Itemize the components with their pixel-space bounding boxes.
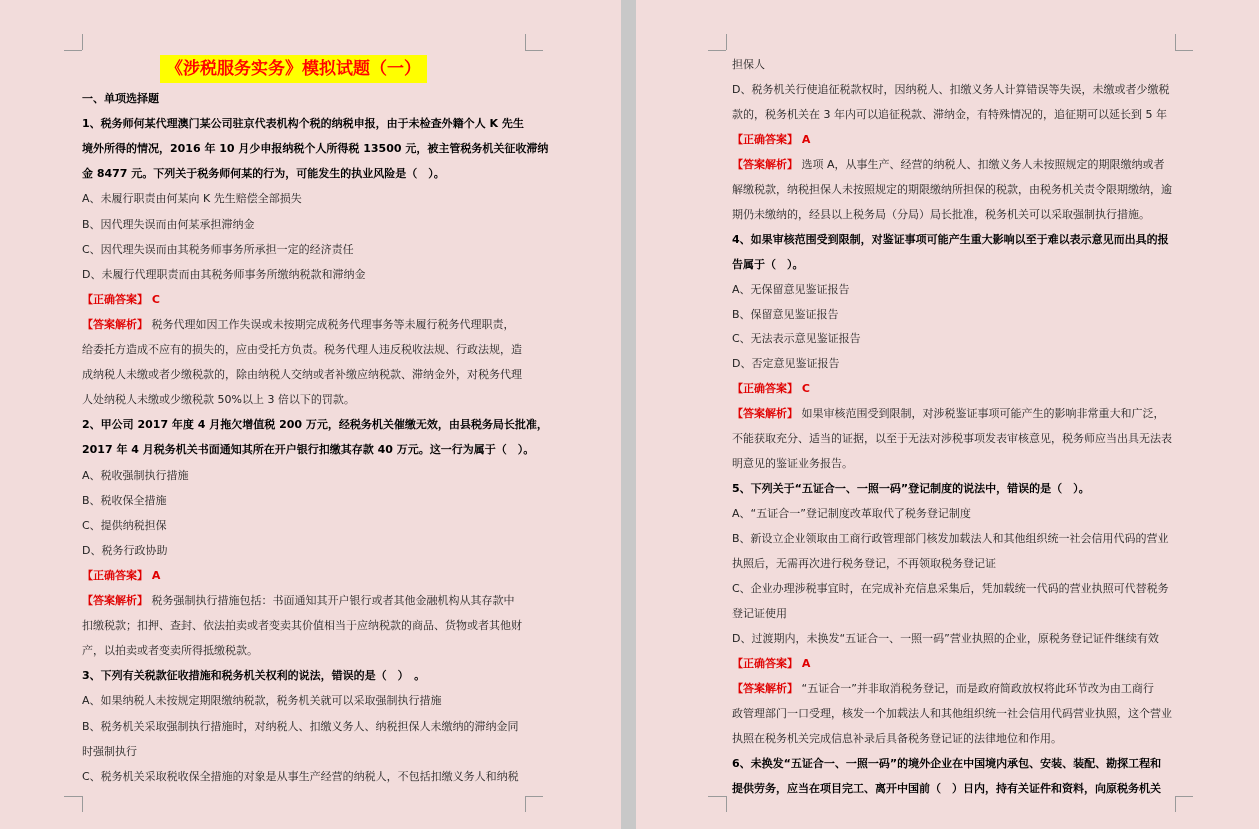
line-text: 2、甲公司 2017 年度 4 月拖欠增值税 200 万元，经税务机关催缴无效，由县税务局长批准， bbox=[82, 418, 548, 432]
text-line bbox=[82, 720, 519, 734]
text-line bbox=[732, 357, 839, 371]
line-text: 人处纳税人未缴或少缴税款 50%以上 3 倍以下的罚款。 bbox=[82, 393, 355, 407]
line-text: B、保留意见鉴证报告 bbox=[732, 307, 839, 321]
text-line bbox=[732, 233, 1169, 247]
answer-label: 【答案解析】 bbox=[82, 594, 148, 607]
text-line bbox=[82, 393, 355, 407]
document-page-left bbox=[0, 0, 621, 829]
text-line bbox=[82, 494, 167, 508]
answer-label: 【答案解析】 bbox=[82, 317, 148, 331]
text-line bbox=[82, 519, 167, 533]
line-text: 告属于（ ）。 bbox=[732, 257, 804, 271]
text-line bbox=[732, 682, 1154, 696]
line-text: 提供劳务，应当在项目完工、离开中国前（ ）日内，持有关证件和资料，向原税务机关 bbox=[732, 781, 1161, 795]
line-text: 金 8477 元。下列关于税务师何某的行为，可能发生的执业风险是（ ）。 bbox=[82, 167, 445, 181]
line-text: 时强制执行 bbox=[82, 744, 137, 758]
text-line bbox=[82, 544, 167, 558]
text-line bbox=[82, 669, 425, 683]
line-text: 一、单项选择题 bbox=[82, 92, 159, 105]
text-line bbox=[82, 745, 137, 759]
line-text: 政管理部门一口受理，核发一个加载法人和其他组织统一社会信用代码营业执照，这个营业 bbox=[732, 706, 1172, 720]
text-line bbox=[732, 283, 850, 297]
line-text: 明意见的鉴证业务报告。 bbox=[732, 457, 853, 471]
line-text: 登记证使用 bbox=[732, 606, 787, 620]
line-text: C、提供纳税担保 bbox=[82, 518, 167, 532]
text-line bbox=[732, 607, 787, 621]
text-line bbox=[732, 582, 1169, 596]
line-text: 境外所得的情况，2016 年 10 月少申报纳税个人所得税 13500 元，被主管税务机关征收滞纳 bbox=[82, 142, 549, 156]
line-text: A、如果纳税人未按规定期限缴纳税款，税务机关就可以采取强制执行措施 bbox=[82, 694, 442, 708]
text-line bbox=[82, 343, 522, 357]
text-line bbox=[82, 569, 160, 583]
text-line bbox=[82, 694, 442, 708]
answer-label: 【答案解析】 bbox=[732, 407, 798, 421]
line-text: 扣缴税款；扣押、查封、依法拍卖或者变卖其价值相当于应纳税款的商品、货物或者其他财 bbox=[82, 619, 522, 633]
line-text: 期仍未缴纳的，经县以上税务局（分局）局长批准，税务机关可以采取强制执行措施。 bbox=[732, 207, 1150, 221]
text-line bbox=[82, 594, 515, 608]
line-text: 执照在税务机关完成信息补录后具备税务登记证的法律地位和作用。 bbox=[732, 731, 1062, 745]
answer-label: 【正确答案】 bbox=[732, 656, 798, 670]
line-text: A、税收强制执行措施 bbox=[82, 468, 189, 482]
line-text: “五证合一”并非取消税务登记，而是政府简政放权将此环节改为由工商行 bbox=[798, 681, 1154, 695]
text-line bbox=[82, 117, 524, 131]
text-line bbox=[732, 308, 839, 322]
line-text: A bbox=[148, 568, 161, 582]
text-line bbox=[732, 757, 1161, 771]
text-line bbox=[732, 432, 1172, 446]
left-page-content bbox=[0, 0, 621, 829]
line-text: C、企业办理涉税事宜时，在完成补充信息采集后，凭加载统一代码的营业执照可代替税务 bbox=[732, 581, 1169, 595]
text-line bbox=[732, 83, 1169, 97]
line-text: A bbox=[798, 656, 811, 670]
line-text: A、无保留意见鉴证报告 bbox=[732, 282, 850, 296]
line-text: C、无法表示意见鉴证报告 bbox=[732, 332, 861, 346]
text-line bbox=[732, 208, 1150, 222]
text-line bbox=[732, 407, 1165, 421]
text-line bbox=[82, 268, 365, 282]
line-text: B、税务机关采取强制执行措施时，对纳税人、扣缴义务人、纳税担保人未缴纳的滞纳金同 bbox=[82, 719, 519, 733]
line-text: D、否定意见鉴证报告 bbox=[732, 357, 840, 371]
line-text: B、因代理失误而由何某承担滞纳金 bbox=[82, 217, 255, 231]
text-line bbox=[732, 382, 810, 396]
line-text: 5、下列关于“五证合一、一照一码”登记制度的说法中，错误的是（ ）。 bbox=[732, 482, 1090, 496]
text-line bbox=[82, 192, 302, 206]
text-line bbox=[732, 482, 1090, 496]
text-line bbox=[732, 133, 810, 147]
text-line bbox=[732, 732, 1062, 746]
text-line bbox=[732, 657, 810, 671]
text-line bbox=[82, 418, 548, 432]
line-text: 款的，税务机关在 3 年内可以追征税款、滞纳金，有特殊情况的，追征期可以延长到 5 年 bbox=[732, 107, 1167, 121]
line-text: 给委托方造成不应有的损失的，应由受托方负责。税务代理人违反税收法规、行政法规，造 bbox=[82, 343, 522, 356]
line-text: C bbox=[148, 292, 160, 306]
line-text: C、税务机关采取税收保全措施的对象是从事生产经营的纳税人，不包括扣缴义务人和纳税 bbox=[82, 769, 519, 783]
answer-label: 【正确答案】 bbox=[732, 132, 798, 146]
text-line bbox=[82, 619, 522, 633]
text-line bbox=[732, 632, 1159, 646]
text-line bbox=[82, 243, 354, 257]
text-line bbox=[732, 707, 1172, 721]
line-text: 执照后，无需再次进行税务登记，不再领取税务登记证 bbox=[732, 557, 996, 570]
line-text: 2017 年 4 月税务机关书面通知其所在开户银行扣缴其存款 40 万元。这一行为属于（ ）。 bbox=[82, 443, 535, 457]
text-line bbox=[732, 158, 1165, 172]
line-text: 税务代理如因工作失误或未按期完成税务代理事务等未履行税务代理职责， bbox=[148, 317, 515, 331]
right-page-content bbox=[636, 0, 1259, 829]
text-line bbox=[732, 58, 765, 72]
line-text: B、新设立企业领取由工商行政管理部门核发加载法人和其他组织统一社会信用代码的营业 bbox=[732, 532, 1169, 546]
line-text: 如果审核范围受到限制，对涉税鉴证事项可能产生的影响非常重大和广泛， bbox=[798, 407, 1165, 421]
document-title: 《涉税服务实务》模拟试题（一） bbox=[160, 55, 427, 83]
text-line bbox=[732, 183, 1172, 197]
text-line bbox=[82, 443, 534, 457]
line-text: C bbox=[798, 382, 810, 396]
text-line bbox=[732, 108, 1167, 122]
text-line bbox=[82, 644, 258, 658]
line-text: 3、下列有关税款征收措施和税务机关权利的说法，错误的是（ ） 。 bbox=[82, 669, 426, 683]
text-line bbox=[732, 457, 853, 471]
text-line bbox=[82, 368, 522, 382]
text-line bbox=[732, 332, 861, 346]
answer-label: 【正确答案】 bbox=[82, 568, 148, 582]
line-text: 1、税务师何某代理澳门某公司驻京代表机构个税的纳税申报，由于未检查外籍个人 K 先生 bbox=[82, 117, 524, 131]
text-line bbox=[732, 258, 804, 272]
line-text: 4、如果审核范围受到限制，对鉴证事项可能产生重大影响以至于难以表示意见而出具的报 bbox=[732, 232, 1169, 246]
line-text: A bbox=[798, 132, 811, 146]
line-text: 不能获取充分、适当的证据，以至于无法对涉税事项发表审核意见，税务师应当出具无法表 bbox=[732, 432, 1172, 446]
line-text: 担保人 bbox=[732, 58, 765, 71]
line-text: 解缴税款，纳税担保人未按照规定的期限缴纳所担保的税款，由税务机关责令限期缴纳，逾 bbox=[732, 182, 1172, 196]
text-line bbox=[732, 782, 1161, 796]
line-text: D、税务机关行使追征税款权时，因纳税人、扣缴义务人计算错误等失误，未缴或者少缴税 bbox=[732, 82, 1170, 96]
text-line bbox=[82, 142, 548, 156]
line-text: 产，以拍卖或者变卖所得抵缴税款。 bbox=[82, 644, 258, 658]
answer-label: 【正确答案】 bbox=[732, 382, 798, 396]
line-text: A、未履行职责由何某向 K 先生赔偿全部损失 bbox=[82, 192, 302, 206]
line-text: 税务强制执行措施包括：书面通知其开户银行或者其他金融机构从其存款中 bbox=[148, 594, 515, 607]
line-text: D、过渡期内，未换发“五证合一、一照一码”营业执照的企业，原税务登记证件继续有效 bbox=[732, 631, 1159, 645]
text-line bbox=[732, 532, 1169, 546]
text-line bbox=[82, 293, 160, 307]
text-line bbox=[82, 92, 159, 106]
line-text: D、未履行代理职责而由其税务师事务所缴纳税款和滞纳金 bbox=[82, 267, 366, 281]
answer-label: 【答案解析】 bbox=[732, 157, 798, 171]
text-line bbox=[732, 507, 971, 521]
line-text: B、税收保全措施 bbox=[82, 493, 167, 507]
line-text: 6、未换发“五证合一、一照一码”的境外企业在中国境内承包、安装、装配、勘探工程和 bbox=[732, 756, 1162, 770]
answer-label: 【正确答案】 bbox=[82, 292, 148, 306]
text-line bbox=[82, 318, 515, 332]
page-gutter bbox=[621, 0, 636, 829]
text-line bbox=[82, 218, 255, 232]
line-text: C、因代理失误而由其税务师事务所承担一定的经济责任 bbox=[82, 242, 354, 256]
line-text: D、税务行政协助 bbox=[82, 543, 168, 557]
document-page-right bbox=[636, 0, 1259, 829]
text-line bbox=[82, 469, 189, 483]
text-line bbox=[82, 167, 445, 181]
text-line bbox=[732, 557, 996, 571]
text-line bbox=[82, 770, 519, 784]
answer-label: 【答案解析】 bbox=[732, 681, 798, 695]
line-text: 成纳税人未缴或者少缴税款的，除由纳税人交纳或者补缴应纳税款、滞纳金外，对税务代理 bbox=[82, 368, 522, 382]
line-text: 选项 A，从事生产、经营的纳税人、扣缴义务人未按照规定的期限缴纳或者 bbox=[798, 157, 1165, 171]
line-text: A、“五证合一”登记制度改革取代了税务登记制度 bbox=[732, 507, 971, 521]
